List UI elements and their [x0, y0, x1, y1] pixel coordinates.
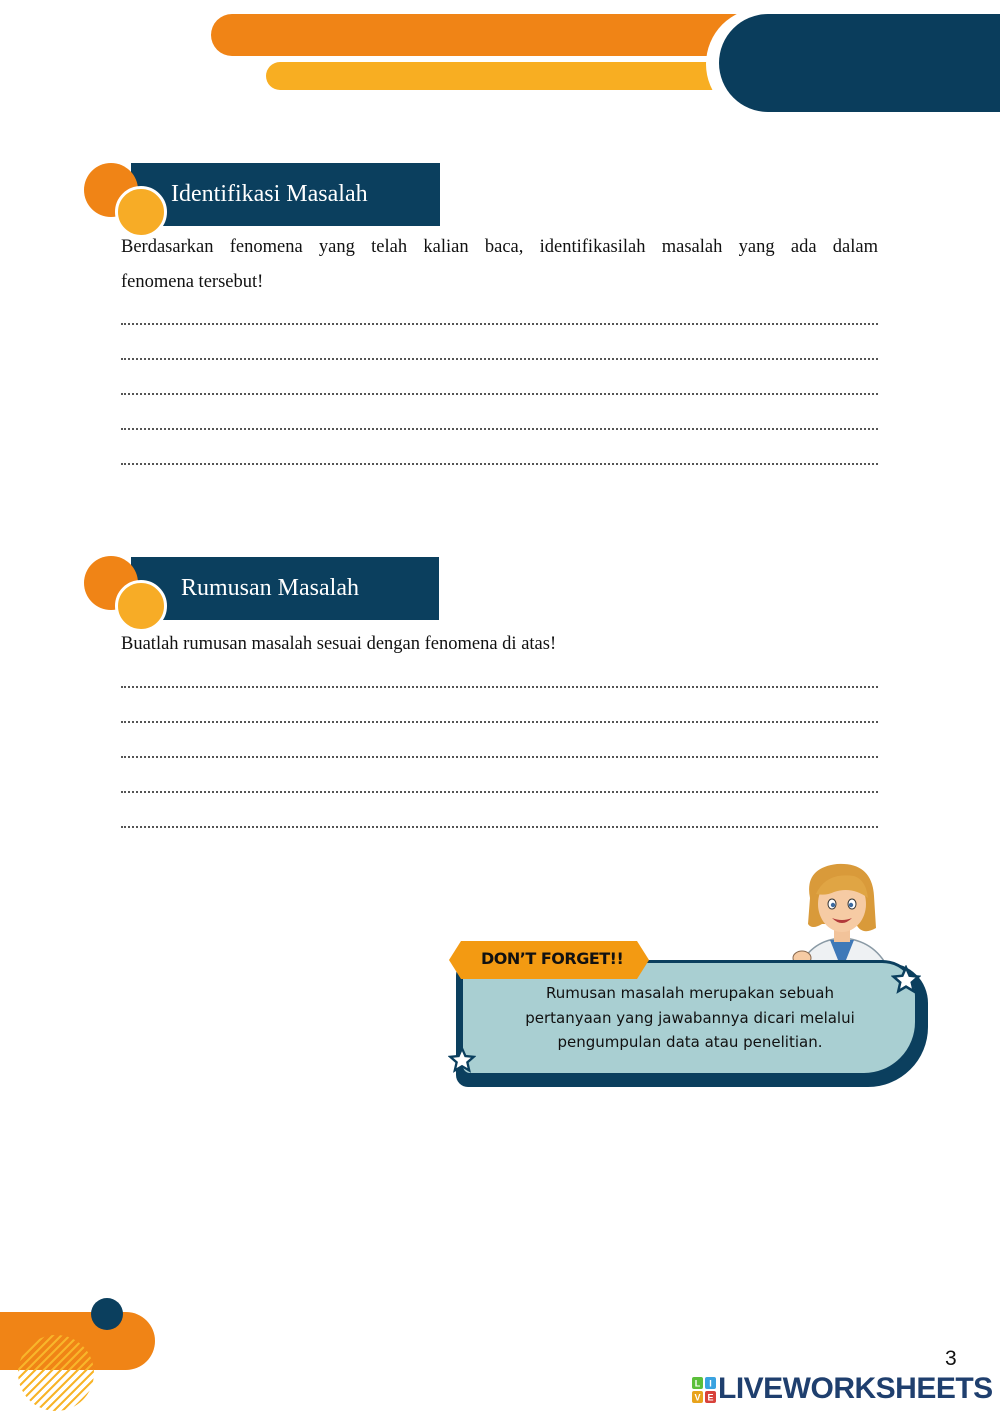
answer-line[interactable]	[121, 686, 878, 688]
header-navy-shape	[719, 14, 1000, 112]
logo-badge-letter: V	[694, 1392, 701, 1403]
answer-line[interactable]	[121, 826, 878, 828]
header-yellow-bar	[266, 62, 766, 90]
answer-line[interactable]	[121, 721, 878, 723]
section-yellow-circle	[115, 186, 167, 238]
page-number: 3	[945, 1347, 957, 1370]
logo-badge-letter: L	[694, 1378, 701, 1389]
header-orange-bar	[211, 14, 771, 56]
section-yellow-circle	[115, 580, 167, 632]
answer-line[interactable]	[121, 463, 878, 465]
section-header-identifikasi	[131, 163, 440, 226]
footer-hatched-circle	[18, 1335, 94, 1411]
liveworksheets-brand[interactable]: LIVEWORKSHEETS	[718, 1372, 993, 1405]
section-title: Rumusan Masalah	[181, 575, 359, 601]
callout-line: pengumpulan data atau penelitian.	[557, 1033, 823, 1051]
answer-line[interactable]	[121, 791, 878, 793]
answer-line[interactable]	[121, 756, 878, 758]
liveworksheets-logo-icon	[692, 1377, 716, 1403]
answer-line[interactable]	[121, 323, 878, 325]
answer-line[interactable]	[121, 358, 878, 360]
callout-text	[470, 981, 910, 1055]
section-title: Identifikasi Masalah	[171, 181, 368, 207]
answer-line[interactable]	[121, 393, 878, 395]
callout-line: Rumusan masalah merupakan sebuah	[546, 984, 834, 1002]
star-icon	[891, 965, 921, 995]
callout-line: pertanyaan yang jawabannya dicari melalui	[525, 1008, 855, 1027]
footer-navy-dot	[91, 1298, 123, 1330]
instruction-text: Buatlah rumusan masalah sesuai dengan fenomena di atas!	[121, 634, 557, 654]
section-header-rumusan	[131, 557, 439, 620]
logo-badge-letter: I	[709, 1378, 712, 1389]
dont-forget-label: DON’T FORGET!!	[481, 949, 624, 968]
instruction-text-cont: fenomena tersebut!	[121, 272, 264, 292]
instruction-text: Berdasarkan fenomena yang telah kalian baca, identifikasilah masalah yang ada dalam	[121, 237, 878, 257]
answer-line[interactable]	[121, 428, 878, 430]
star-icon	[448, 1046, 476, 1074]
logo-badge-letter: E	[707, 1392, 714, 1403]
